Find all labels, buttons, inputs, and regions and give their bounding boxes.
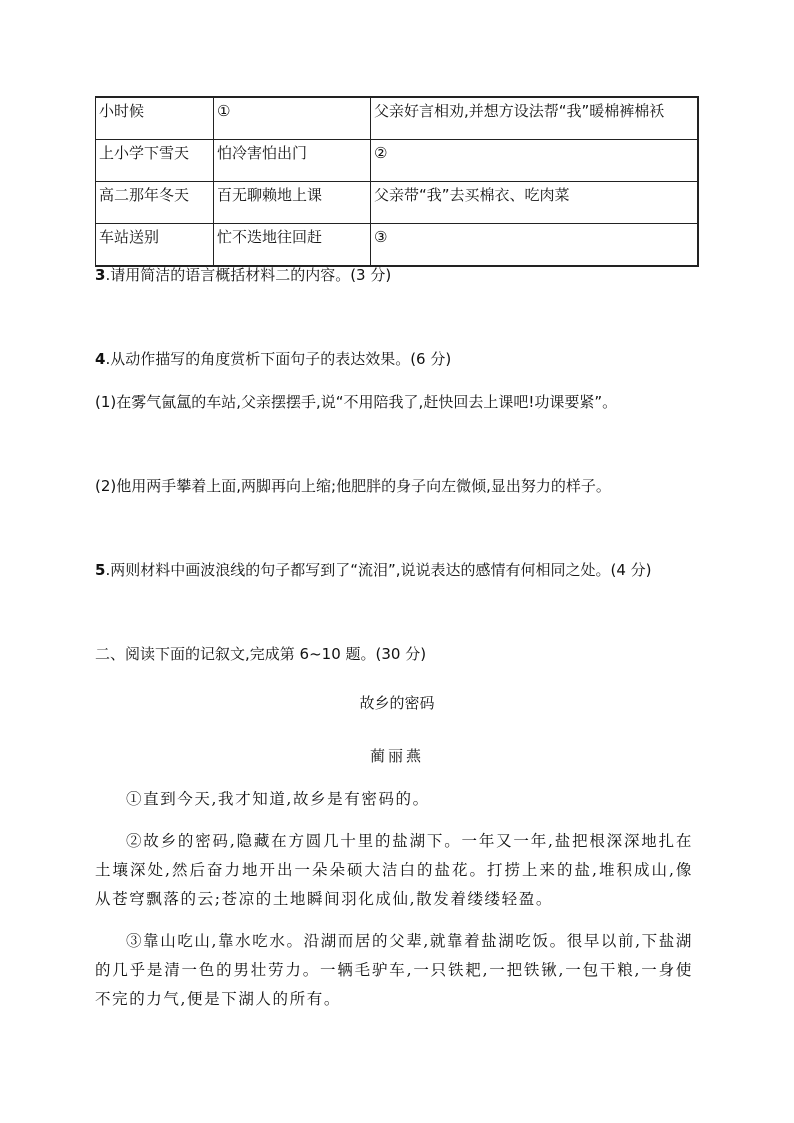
article-author: 蔺丽燕 [369, 747, 424, 765]
question-4 [95, 348, 451, 370]
table-cell: 父亲好言相劝,并想方设法帮“我”暖棉裤棉袄 [371, 97, 698, 140]
question-4-1: (1)在雾气氤氲的车站,父亲摆摆手,说“不用陪我了,赶快回去上课吧!功课要紧”。 [95, 393, 618, 411]
article-paragraph-2: ②故乡的密码,隐藏在方圆几十里的盐湖下。一年又一年,盐把根深深地扎在土壤深处,然后奋力地开出一朵朵硕大洁白的盐花。打捞上来的盐,堆积成山,像从苍穹飘落的云;苍凉的土地瞬间羽化成仙,散发着缕缕轻盈。 [95, 832, 693, 908]
table-cell: ② [371, 140, 698, 182]
article-title: 故乡的密码 [359, 694, 435, 712]
question-text: .从动作描写的角度赏析下面句子的表达效果。(6 分) [105, 350, 452, 368]
table-cell: ③ [371, 224, 698, 267]
table-cell: 高二那年冬天 [96, 182, 214, 224]
table-cell: 上小学下雪天 [96, 140, 214, 182]
article-paragraph-3: ③靠山吃山,靠水吃水。沿湖而居的父辈,就靠着盐湖吃饭。很早以前,下盐湖的几乎是清一色的男壮劳力。一辆毛驴车,一只铁耙,一把铁锹,一包干粮,一身使不完的力气,便是下湖人的所有。 [95, 932, 693, 1008]
comparison-table [95, 96, 699, 267]
question-text: .请用简洁的语言概括材料二的内容。(3 分) [105, 266, 392, 284]
question-number: 4 [95, 350, 106, 368]
table-row [96, 97, 698, 140]
table-cell: 怕冷害怕出门 [214, 140, 371, 182]
article-paragraph-1: ①直到今天,我才知道,故乡是有密码的。 [126, 790, 430, 808]
table-cell: ① [214, 97, 371, 140]
table-cell: 小时候 [96, 97, 214, 140]
question-number: 5 [95, 561, 106, 579]
table-row [96, 224, 698, 267]
table-row [96, 182, 698, 224]
table-row [96, 140, 698, 182]
question-4-2: (2)他用两手攀着上面,两脚再向上缩;他肥胖的身子向左微倾,显出努力的样子。 [95, 477, 611, 495]
table-cell: 车站送别 [96, 224, 214, 267]
table-cell: 百无聊赖地上课 [214, 182, 371, 224]
table-cell: 忙不迭地往回赶 [214, 224, 371, 267]
question-text: .两则材料中画波浪线的句子都写到了“流泪”,说说表达的感情有何相同之处。(4 分) [105, 561, 652, 579]
question-5 [95, 559, 652, 581]
question-number: 3 [95, 266, 106, 284]
section-heading: 二、阅读下面的记叙文,完成第 6~10 题。(30 分) [95, 645, 427, 663]
table-cell: 父亲带“我”去买棉衣、吃肉菜 [371, 182, 698, 224]
question-3 [95, 264, 391, 286]
